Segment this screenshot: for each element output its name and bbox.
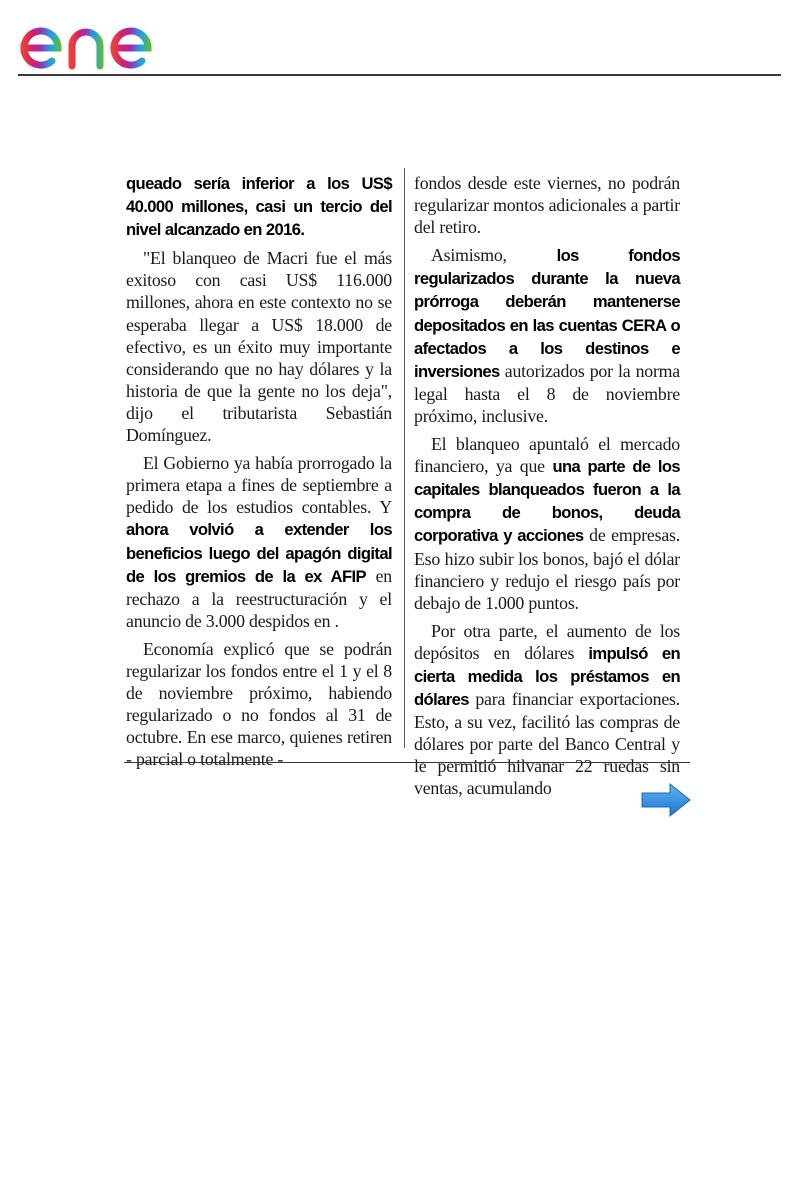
bold-highlight-text: los fondos regularizados durante la nueva prórroga deberán mantenerse depositados en las cuentas CERA o afectados a los destinos e inversiones [414, 246, 680, 381]
article-paragraph [414, 433, 680, 614]
article-paragraph [126, 638, 392, 771]
bold-highlight-text: impulsó en cierta medida los préstamos en dólares [414, 643, 680, 710]
article-bottom-divider [124, 762, 690, 763]
bold-highlight-text: ahora volvió a extender los beneficios luego del apagón digital de los gremios de la ex AFIP [126, 520, 392, 586]
column-divider [404, 168, 405, 748]
article-paragraph [126, 452, 392, 632]
bold-highlight-text: queado sería inferior a los US$ 40.000 millones, casi un tercio del nivel alcanzado en 2016. [126, 174, 392, 240]
body-text: para financiar exportaciones. Esto, a su vez, facilitó las compras de dólares por parte del Banco Central y le permitió hilvanar 22 ruedas sin ventas, acumulando [414, 689, 680, 799]
body-text: Por otra parte, el aumento de los depósitos en dólares [414, 620, 680, 663]
body-text: autorizados por la norma legal hasta el 8 de noviembre próximo, inclusive. [414, 360, 680, 426]
header-divider [18, 74, 781, 76]
enel-logo [18, 6, 192, 72]
body-text: Asimismo, [431, 245, 557, 266]
body-text: Economía explicó que se podrán regularizar los fondos entre el 1 y el 8 de noviembre próximo, habiendo regularizado o no fondos al 31 de octubre. En ese marco, quienes retiren - parcial o totalmente - [126, 638, 392, 770]
article-paragraph [414, 620, 680, 800]
article-paragraph [414, 172, 680, 238]
article-column-right [414, 172, 680, 806]
body-text: de empresas. Eso hizo subir los bonos, bajó el dólar financiero y redujo el riesgo país por debajo de 1.000 puntos. [414, 525, 680, 613]
article-paragraph [126, 172, 392, 241]
arrow-right-icon[interactable] [640, 782, 692, 818]
body-text: "El blanqueo de Macri fue el más exitoso con casi US$ 116.000 millones, ahora en este contexto no se esperaba llegar a US$ 18.000 de efectivo, es un éxito muy importante considerando que no hay dólares y la historia de que la gente no los deja", dijo el tributarista Sebastián Domínguez. [126, 248, 392, 446]
bold-highlight-text: una parte de los capitales blanqueados fueron a la compra de bonos, deuda corporativa y acciones [414, 457, 681, 546]
body-text: en rechazo a la reestructuración y el anuncio de 3.000 despidos en . [126, 565, 392, 631]
body-text: El Gobierno ya había prorrogado la primera etapa a fines de septiembre a pedido de los estudios contables. Y [126, 453, 392, 518]
body-text: El blanqueo apuntaló el mercado financiero, ya que [414, 434, 680, 477]
article-paragraph [414, 244, 680, 427]
article-paragraph [126, 247, 392, 446]
article-column-left [126, 172, 392, 776]
body-text: fondos desde este viernes, no podrán regularizar montos adicionales a partir del retiro. [414, 173, 680, 238]
